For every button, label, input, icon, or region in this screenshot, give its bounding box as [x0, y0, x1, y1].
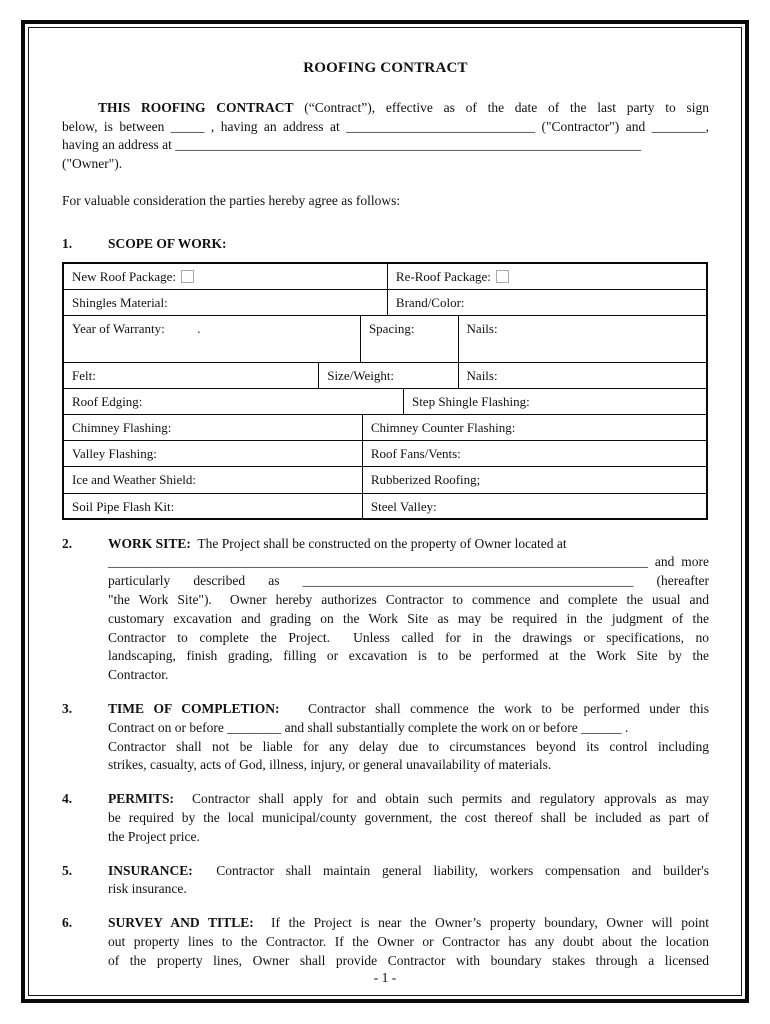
- field-steel-valley: [362, 494, 706, 518]
- section-5: [62, 862, 709, 900]
- field-label: Ice and Weather Shield:: [72, 471, 196, 487]
- field-label: Nails:: [466, 367, 498, 383]
- section-number: 2.: [62, 535, 73, 551]
- intro-paragraph: [62, 99, 709, 174]
- section-body: [108, 790, 709, 846]
- line-text: particularly described as _________________________________________________ (hereafter: [108, 573, 709, 589]
- scope-table-row: [64, 362, 706, 388]
- section-body: [108, 535, 709, 685]
- document-title: ROOFING CONTRACT: [303, 60, 468, 76]
- line-text: The Project shall be constructed on the property of Owner located at: [190, 535, 567, 551]
- text-line: [108, 591, 709, 610]
- section-first-line: [108, 790, 709, 809]
- field-label: Roof Fans/Vents:: [370, 445, 461, 461]
- scope-table-row: [64, 264, 706, 289]
- field-label: Felt:: [72, 367, 96, 383]
- field-size-weight: [318, 363, 457, 388]
- text-line: [108, 809, 709, 828]
- field-nails-1: [458, 316, 706, 362]
- field-label: Chimney Counter Flashing:: [370, 419, 516, 435]
- text-line: [108, 610, 709, 629]
- text-line: [62, 136, 709, 155]
- section-first-line: [108, 862, 709, 881]
- section-heading: WORK SITE:: [108, 535, 191, 551]
- text-line: [108, 756, 709, 775]
- section-body: [108, 235, 709, 254]
- field-roof-edging: [64, 389, 403, 414]
- scope-table-row: [64, 466, 706, 493]
- section-first-line: [108, 700, 709, 719]
- field-shingles-material: [64, 290, 387, 315]
- text-line: [108, 629, 709, 648]
- field-felt: [64, 363, 318, 388]
- text-line: [108, 828, 709, 847]
- text-line: [62, 99, 709, 118]
- section-3: [62, 700, 709, 775]
- section-number: 3.: [62, 701, 73, 717]
- scope-of-work-table: [62, 262, 708, 520]
- section-heading: PERMITS:: [108, 791, 175, 807]
- line-text: out property lines to the Contractor. If the Owner or Contractor has any doubt about the location: [108, 934, 709, 950]
- page-border-outer: [21, 20, 749, 1003]
- line-text: the Project price.: [108, 828, 200, 844]
- line-text: of the property lines, Owner shall provide Contractor with boundary stakes through a licensed: [108, 952, 709, 968]
- text-line: [108, 719, 709, 738]
- field-label: Valley Flashing:: [72, 445, 157, 461]
- line-text: customary excavation and grading on the Work Site as may be required in the judgment of the: [108, 610, 709, 626]
- re-roof-package-checkbox[interactable]: [496, 270, 509, 283]
- field-re-roof-package: [387, 264, 706, 289]
- field-roof-fans-vents: [362, 441, 706, 466]
- line-text: ________________________________________________________________________________ and more: [108, 554, 709, 570]
- field-label: Soil Pipe Flash Kit:: [72, 498, 175, 514]
- field-spacing: [360, 316, 458, 362]
- line-text: If the Project is near the Owner’s property boundary, Owner will point: [253, 915, 709, 931]
- section-heading: SURVEY AND TITLE:: [108, 915, 254, 931]
- section-heading: TIME OF COMPLETION:: [108, 701, 280, 717]
- field-brand-color: [387, 290, 706, 315]
- line-text: Contractor shall commence the work to be performed under this: [279, 701, 709, 717]
- consideration-line: For valuable consideration the parties hereby agree as follows:: [62, 193, 401, 209]
- field-label: Step Shingle Flashing:: [411, 393, 530, 409]
- field-valley-flashing: [64, 441, 362, 466]
- text-line: [108, 880, 709, 899]
- bold-lead-in: THIS ROOFING CONTRACT: [98, 99, 294, 115]
- text-line: [108, 952, 709, 971]
- line-text: landscaping, finish grading, filling or excavation is to be performed at the Work Site by the: [108, 648, 709, 664]
- text-line: [62, 155, 709, 174]
- field-chimney-counter-flashing: [362, 415, 706, 440]
- line-text: ("Owner").: [62, 156, 123, 172]
- line-text: be required by the local municipal/county government, the cost thereof shall be included as part of: [108, 810, 709, 826]
- field-label: New Roof Package:: [72, 268, 176, 284]
- line-text: Contractor shall not be liable for any delay due to circumstances beyond its control including: [108, 738, 709, 754]
- section-body: [108, 914, 709, 970]
- field-label: Spacing:: [368, 320, 415, 336]
- text-line: [108, 647, 709, 666]
- page-border-inner: [28, 27, 742, 996]
- field-rubberized-roofing: [362, 467, 706, 493]
- line-text: having an address at _____________________________________________________________________: [62, 137, 641, 153]
- line-text: "the Work Site"). Owner hereby authorizes Contractor to commence and complete the usual and: [108, 592, 709, 608]
- scope-table-row: [64, 388, 706, 414]
- line-text: risk insurance.: [108, 881, 187, 897]
- section-first-line: [108, 914, 709, 933]
- page-number: - 1 -: [373, 970, 397, 986]
- field-year-of-warranty: [64, 316, 360, 362]
- section-first-line: [108, 235, 709, 254]
- field-soil-pipe-flash-kit: [64, 494, 362, 518]
- scope-table-row: [64, 315, 706, 362]
- section-heading: SCOPE OF WORK:: [108, 235, 227, 251]
- field-label: Roof Edging:: [72, 393, 143, 409]
- field-label: Rubberized Roofing;: [370, 471, 481, 487]
- line-text: below, is between _____ , having an address at ____________________________ ("Contractor") and ________,: [62, 118, 709, 134]
- field-label: Steel Valley:: [370, 498, 437, 514]
- line-text: (“Contract”), effective as of the date of the last party to sign: [293, 99, 710, 115]
- section-number: 1.: [62, 235, 73, 251]
- section-first-line: [108, 535, 709, 554]
- section-number: 4.: [62, 791, 73, 807]
- scope-table-row: [64, 440, 706, 466]
- field-label: Brand/Color:: [395, 294, 465, 310]
- scope-table-row: [64, 289, 706, 315]
- new-roof-package-checkbox[interactable]: [181, 270, 194, 283]
- text-line: [108, 553, 709, 572]
- section-body: [108, 700, 709, 775]
- field-step-shingle-flashing: [403, 389, 706, 414]
- line-text: Contractor.: [108, 667, 169, 683]
- field-label: Shingles Material:: [72, 294, 168, 310]
- text-line: [108, 666, 709, 685]
- field-label: Nails:: [466, 320, 498, 336]
- field-ice-and-weather-shield: [64, 467, 362, 493]
- field-label: Chimney Flashing:: [72, 419, 172, 435]
- section-4: [62, 790, 709, 846]
- field-label: Size/Weight:: [327, 367, 395, 383]
- text-line: [108, 933, 709, 952]
- section-number: 6.: [62, 915, 73, 931]
- section-heading: INSURANCE:: [108, 862, 193, 878]
- section-body: [108, 862, 709, 900]
- text-line: [62, 118, 709, 137]
- field-new-roof-package: [64, 264, 387, 289]
- line-text: strikes, casualty, acts of God, illness, injury, or general unavailability of materials.: [108, 757, 552, 773]
- page-content: [29, 28, 741, 995]
- section-number: 5.: [62, 862, 73, 878]
- field-label: Re-Roof Package:: [395, 268, 491, 284]
- field-chimney-flashing: [64, 415, 362, 440]
- section-6: [62, 914, 709, 970]
- section-2: [62, 535, 709, 685]
- text-line: [108, 738, 709, 757]
- line-text: Contract on or before ________ and shall substantially complete the work on or before ______ .: [108, 719, 629, 735]
- text-line: [108, 572, 709, 591]
- scope-table-row: [64, 493, 706, 518]
- line-text: Contractor to complete the Project. Unless called for in the drawings or specifications, no: [108, 629, 709, 645]
- field-label: Year of Warranty: .: [72, 320, 201, 336]
- field-nails-2: [458, 363, 706, 388]
- section-1: [62, 235, 709, 254]
- line-text: Contractor shall apply for and obtain such permits and regulatory approvals as may: [174, 791, 709, 807]
- scope-table-row: [64, 414, 706, 440]
- line-text: Contractor shall maintain general liability, workers compensation and builder's: [192, 862, 709, 878]
